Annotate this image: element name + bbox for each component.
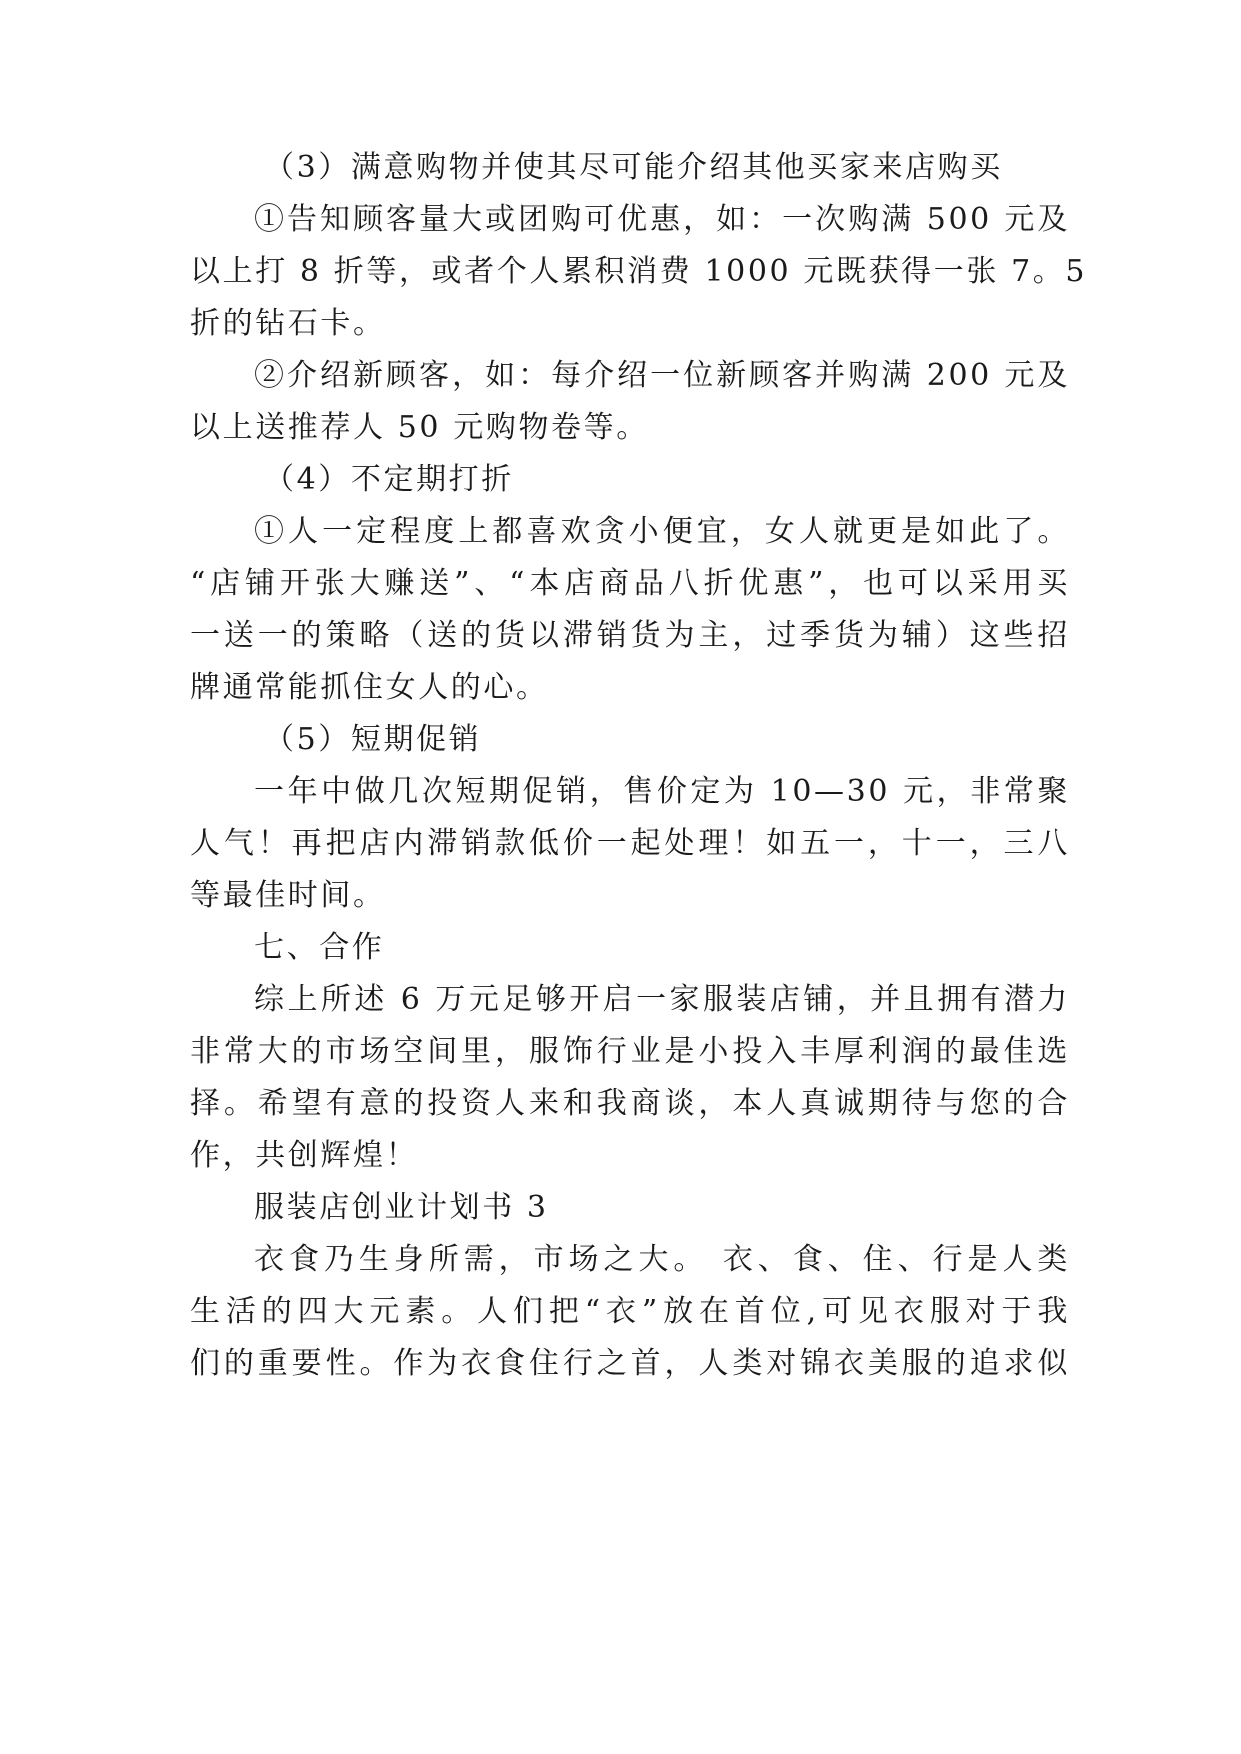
- paragraph-line: 非常大的市场空间里，服饰行业是小投入丰厚利润的最佳选: [190, 1034, 1070, 1069]
- paragraph-line: 人气！再把店内滞销款低价一起处理！如五一，十一，三八: [190, 826, 1070, 861]
- paragraph-line: “店铺开张大赚送”、“本店商品八折优惠”，也可以采用买: [190, 566, 1070, 601]
- paragraph-line: 一年中做几次短期促销，售价定为 10—30 元，非常聚: [254, 774, 1070, 809]
- paragraph-line: 择。希望有意的投资人来和我商谈，本人真诚期待与您的合: [190, 1086, 1070, 1121]
- paragraph-line: 以上打 8 折等，或者个人累积消费 1000 元既获得一张 7。5: [190, 254, 1088, 289]
- paragraph-line: 一送一的策略（送的货以滞销货为主，过季货为辅）这些招: [190, 618, 1070, 653]
- heading-short-term-promotion: （5）短期促销: [264, 722, 482, 757]
- paragraph-line: 以上送推荐人 50 元购物卷等。: [190, 410, 649, 445]
- paragraph-line: ①人一定程度上都喜欢贪小便宜，女人就更是如此了。: [254, 514, 1070, 549]
- paragraph-line: 综上所述 6 万元足够开启一家服装店铺，并且拥有潜力: [254, 982, 1070, 1017]
- paragraph-line: 折的钻石卡。: [190, 306, 386, 341]
- section-title: 服装店创业计划书 3: [254, 1190, 549, 1225]
- heading-satisfied-shopping: （3）满意购物并使其尽可能介绍其他买家来店购买: [264, 150, 1003, 185]
- paragraph-line: ①告知顾客量大或团购可优惠，如：一次购满 500 元及: [254, 202, 1070, 237]
- paragraph-line: 生活的四大元素。人们把“衣”放在首位,可见衣服对于我: [190, 1294, 1070, 1329]
- paragraph-line: 作，共创辉煌！: [190, 1138, 419, 1173]
- paragraph-line: 等最佳时间。: [190, 878, 386, 913]
- paragraph-line: 牌通常能抓住女人的心。: [190, 670, 549, 705]
- paragraph-line: 衣食乃生身所需，市场之大。 衣、食、住、行是人类: [254, 1242, 1070, 1277]
- heading-cooperation: 七、合作: [254, 930, 385, 965]
- heading-irregular-discount: （4）不定期打折: [264, 462, 514, 497]
- paragraph-line: ②介绍新顾客，如：每介绍一位新顾客并购满 200 元及: [254, 358, 1070, 393]
- paragraph-line: 们的重要性。作为衣食住行之首，人类对锦衣美服的追求似: [190, 1346, 1070, 1381]
